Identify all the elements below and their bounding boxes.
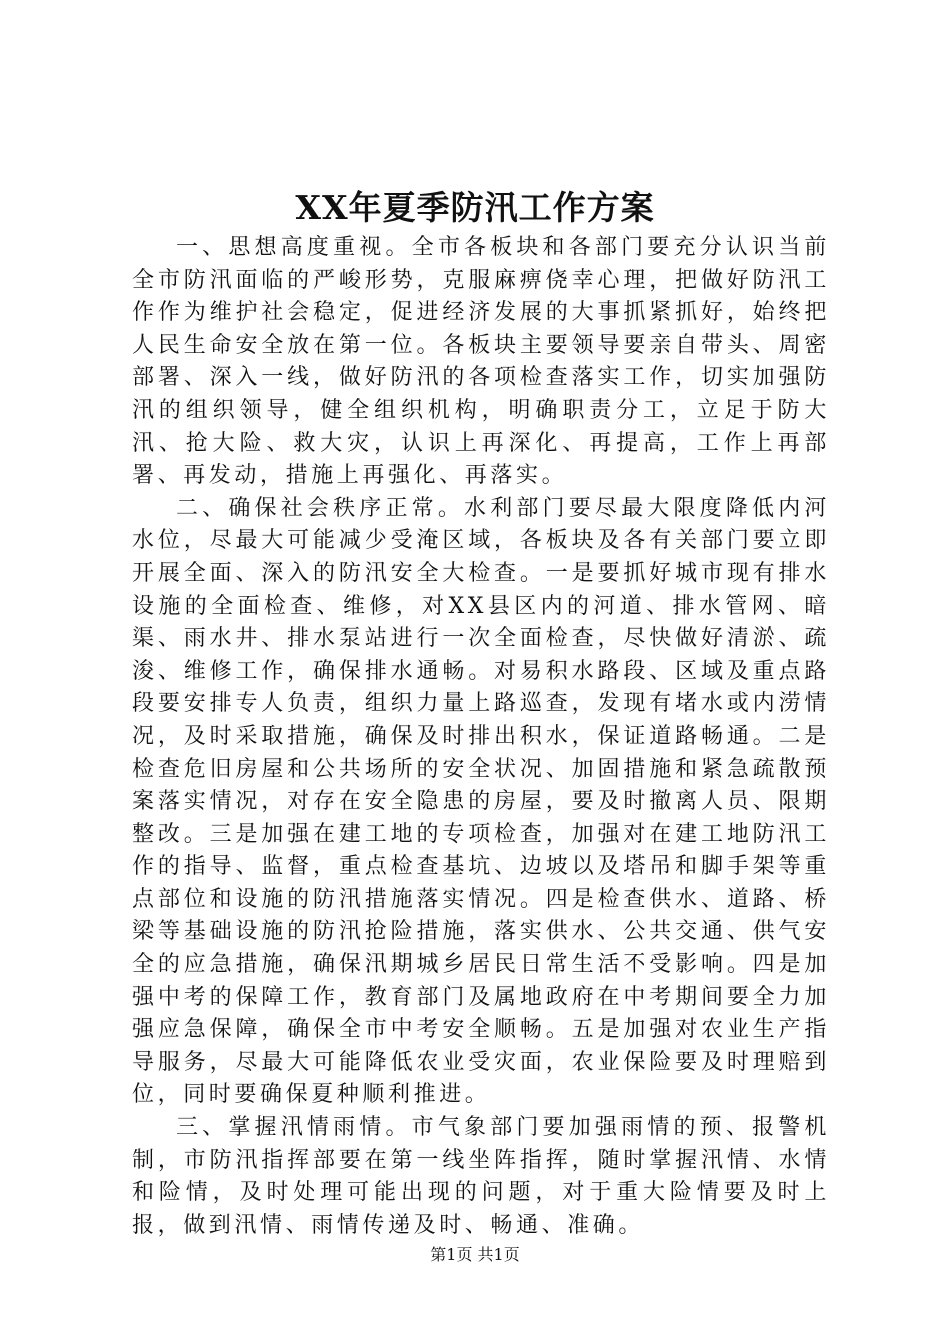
paragraph-3: 三、掌握汛情雨情。市气象部门要加强雨情的预、报警机制，市防汛指挥部要在第一线坐阵指挥，随时掌握汛情、水情和险情，及时处理可能出现的问题，对于重大险情要及时上报，做到汛情、雨情传递及时、畅通、准确。	[132, 1115, 830, 1238]
paragraph-2: 二、确保社会秩序正常。水利部门要尽最大限度降低内河水位，尽最大可能减少受淹区域，各板块及各有关部门要立即开展全面、深入的防汛安全大检查。一是要抓好城市现有排水设施的全面检查、维修，对XX县区内的河道、排水管网、暗渠、雨水井、排水泵站进行一次全面检查，尽快做好清淤、疏浚、维修工作，确保排水通畅。对易积水路段、区域及重点路段要安排专人负责，组织力量上路巡查，发现有堵水或内涝情况，及时采取措施，确保及时排出积水，保证道路畅通。二是检查危旧房屋和公共场所的安全状况、加固措施和紧急疏散预案落实情况，对存在安全隐患的房屋，要及时撤离人员、限期整改。三是加强在建工地的专项检查，加强对在建工地防汛工作的指导、监督，重点检查基坑、边坡以及塔吊和脚手架等重点部位和设施的防汛措施落实情况。四是检查供水、道路、桥梁等基础设施的防汛抢险措施，落实供水、公共交通、供气安全的应急措施，确保汛期城乡居民日常生活不受影响。四是加强中考的保障工作，教育部门及属地政府在中考期间要全力加强应急保障，确保全市中考安全顺畅。五是加强对农业生产指导服务，尽最大可能降低农业受灾面，农业保险要及时理赔到位，同时要确保夏种顺利推进。	[132, 495, 830, 1108]
document-body	[132, 232, 830, 1242]
paragraph-1: 一、思想高度重视。全市各板块和各部门要充分认识当前全市防汛面临的严峻形势，克服麻痹侥幸心理，把做好防汛工作作为维护社会稳定，促进经济发展的大事抓紧抓好，始终把人民生命安全放在第一位。各板块主要领导要亲自带头、周密部署、深入一线，做好防汛的各项检查落实工作，切实加强防汛的组织领导，健全组织机构，明确职责分工，立足于防大汛、抢大险、救大灾，认识上再深化、再提高，工作上再部署、再发动，措施上再强化、再落实。	[132, 235, 830, 489]
document-title: XX年夏季防汛工作方案	[295, 188, 655, 227]
page-footer: 第1页 共1页	[430, 1245, 520, 1264]
